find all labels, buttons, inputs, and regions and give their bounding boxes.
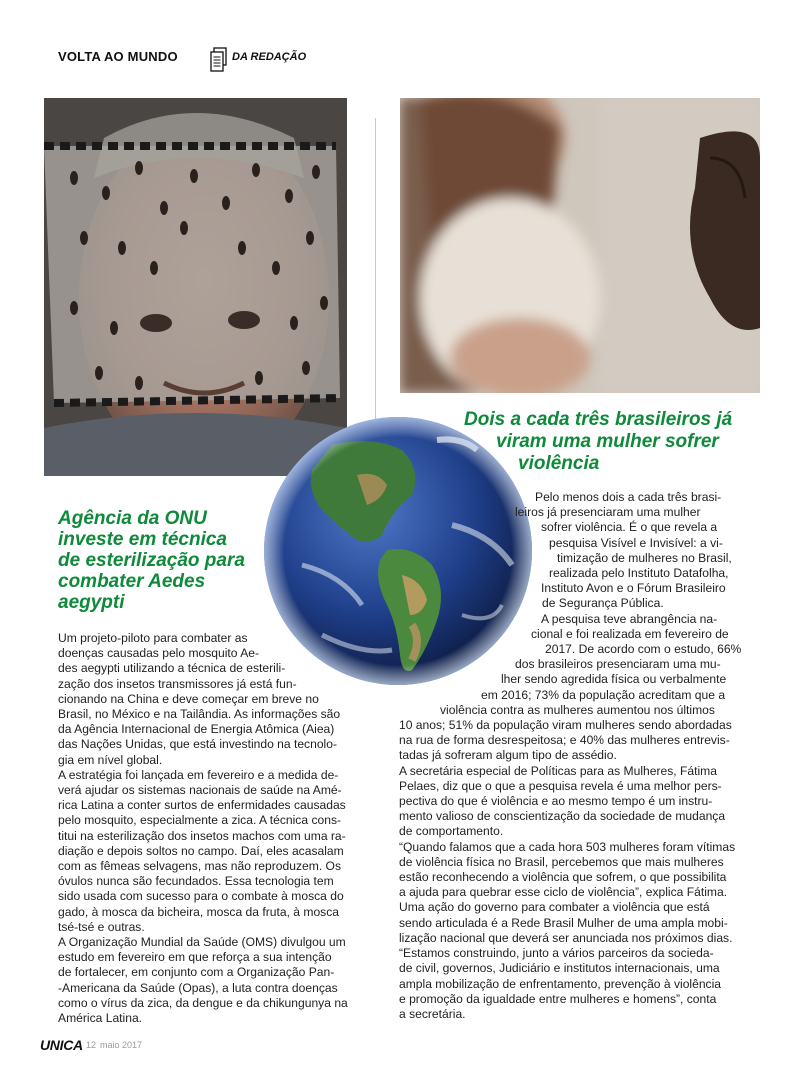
body-line: mento valioso de conscientização da sociedade de mudança: [399, 809, 726, 824]
body-line: zação dos insetos transmissores já está fun-: [58, 676, 297, 691]
body-line: -Americana da Saúde (Opas), a luta contra doenças: [58, 980, 338, 995]
body-line: Uma ação do governo para combater a violência que está: [399, 900, 710, 915]
body-line: A estratégia foi lançada em fevereiro e a medida de-: [58, 767, 339, 782]
column-divider: [375, 118, 376, 450]
body-line: pectiva do que é violência e ao mesmo tempo é um instru-: [399, 794, 713, 809]
body-line: leiros já presenciaram uma mulher: [515, 505, 701, 520]
body-line: A pesquisa teve abrangência na-: [541, 611, 718, 626]
headline-line: Dois a cada três brasileiros já: [464, 409, 733, 430]
body-line: a secretária.: [399, 1006, 466, 1021]
body-line: na rua de forma desrespeitosa; e 40% das mulheres entrevis-: [399, 733, 730, 748]
body-line: gia em nível global.: [58, 752, 163, 767]
headline-line: de esterilização para: [58, 550, 245, 571]
page-number: 12: [86, 1040, 97, 1050]
body-line: pelo mosquito, especialmente a zica. A técnica cons-: [58, 813, 342, 828]
body-line: óvulos nunca são fecundados. Essa tecnologia tem: [58, 874, 334, 889]
body-line: doenças causadas pelo mosquito Ae-: [58, 646, 260, 661]
body-line: lização nacional que deverá ser anunciada nos próximos dias.: [399, 930, 733, 945]
body-line: da Agência Internacional de Energia Atômica (Aiea): [58, 722, 335, 737]
body-line: “Estamos construindo, junto a vários parceiros da socieda-: [399, 946, 714, 961]
body-line: cional e foi realizada em fevereiro de: [531, 626, 729, 641]
magazine-logo: UNICA: [40, 1037, 83, 1053]
body-line: com as fêmeas selvagens, mas não reproduzem. Os: [58, 859, 341, 874]
body-line: tadas já sofreram algum tipo de assédio.: [399, 748, 617, 763]
document-icon: [210, 47, 228, 73]
body-line: A Organização Mundial da Saúde (OMS) divulgou um: [58, 935, 346, 950]
body-line: gado, à mosca da bicheira, mosca da fruta, à mosca: [58, 904, 339, 919]
body-line: 2017. De acordo com o estudo, 66%: [545, 642, 742, 657]
body-line: pesquisa Visível e Invisível: a vi-: [549, 535, 723, 550]
article-body-aedes: [58, 631, 353, 1026]
body-line: de comportamento.: [399, 824, 504, 839]
section-subtitle: DA REDAÇÃO: [232, 51, 307, 63]
body-line: timização de mulheres no Brasil,: [557, 550, 732, 565]
headline-violence: [430, 409, 760, 475]
body-line: estudo em fevereiro em que reforça a sua intenção: [58, 950, 332, 965]
headline-line: aegypti: [58, 592, 125, 613]
body-line: verá ajudar os sistemas nacionais de saúde na Amé-: [58, 783, 342, 798]
body-line: das Nações Unidas, que está investindo na tecnolo-: [58, 737, 338, 752]
body-line: tsé-tsé e outras.: [58, 919, 145, 934]
headline-line: Agência da ONU: [58, 508, 207, 529]
body-line: A secretária especial de Políticas para as Mulheres, Fátima: [399, 763, 717, 778]
body-line: Um projeto-piloto para combater as: [58, 631, 248, 645]
body-line: “Quando falamos que a cada hora 503 mulheres foram vítimas: [399, 839, 736, 854]
body-line: 10 anos; 51% da população viram mulheres sendo abordadas: [399, 718, 732, 733]
article-body-violence: [399, 490, 761, 1022]
body-line: lher sendo agredida física ou verbalmente: [501, 672, 727, 687]
body-line: des aegypti utilizando a técnica de esterili-: [58, 661, 286, 676]
body-line: sido usada com sucesso para o combate à mosca do: [58, 889, 344, 904]
headline-line: viram uma mulher sofrer: [496, 431, 719, 452]
body-line: estão reconhecendo a violência que sofrem, o que possibilita: [399, 870, 727, 885]
headline-aedes: [58, 508, 288, 613]
body-line: sofrer violência. É o que revela a: [541, 520, 718, 535]
body-line: como o vírus da zica, da dengue e da chikungunya na: [58, 995, 348, 1010]
body-line: de fortalecer, em conjunto com a Organização Pan-: [58, 965, 335, 980]
issue-date: maio 2017: [100, 1040, 143, 1050]
headline-line: investe em técnica: [58, 529, 227, 550]
body-line: Instituto Avon e o Fórum Brasileiro: [541, 581, 726, 596]
headline-line: combater Aedes: [58, 571, 206, 592]
violence-woman-photo: [400, 98, 760, 393]
body-line: a ajuda para quebrar esse ciclo de violência”, explica Fátima.: [399, 885, 728, 900]
body-line: de civil, governos, Judiciário e institutos internacionais, uma: [399, 961, 720, 976]
body-line: sendo articulada é a Rede Brasil Mulher de uma ampla mobi-: [399, 915, 728, 930]
body-line: cionando na China e deve começar em breve no: [58, 691, 319, 706]
body-line: dos brasileiros presenciaram uma mu-: [515, 657, 721, 672]
body-line: diação e depois soltos no campo. Daí, eles acasalam: [58, 843, 344, 858]
body-line: realizada pelo Instituto Datafolha,: [549, 566, 729, 581]
body-line: América Latina.: [58, 1011, 143, 1026]
body-line: Brasil, no México e na Tailândia. As informações são: [58, 707, 341, 722]
section-title: VOLTA AO MUNDO: [58, 49, 178, 64]
body-line: rica Latina a conter surtos de enfermidades causadas: [58, 798, 346, 813]
body-line: Pelaes, diz que o que a pesquisa revela é uma melhor pers-: [399, 778, 722, 793]
body-line: Pelo menos dois a cada três brasi-: [535, 490, 722, 504]
headline-line: violência: [518, 453, 600, 474]
body-line: de violência física no Brasil, percebemos que mais mulheres: [399, 854, 724, 869]
body-line: de Segurança Pública.: [542, 596, 664, 611]
body-line: violência contra as mulheres aumentou nos últimos: [440, 702, 715, 717]
body-line: em 2016; 73% da população acreditam que a: [481, 687, 726, 702]
body-line: ampla mobilização de enfrentamento, prevenção à violência: [399, 976, 722, 991]
body-line: e promoção da igualdade entre mulheres e homens”, conta: [399, 991, 717, 1006]
body-line: titui na esterilização dos insetos machos com uma ra-: [58, 828, 346, 843]
